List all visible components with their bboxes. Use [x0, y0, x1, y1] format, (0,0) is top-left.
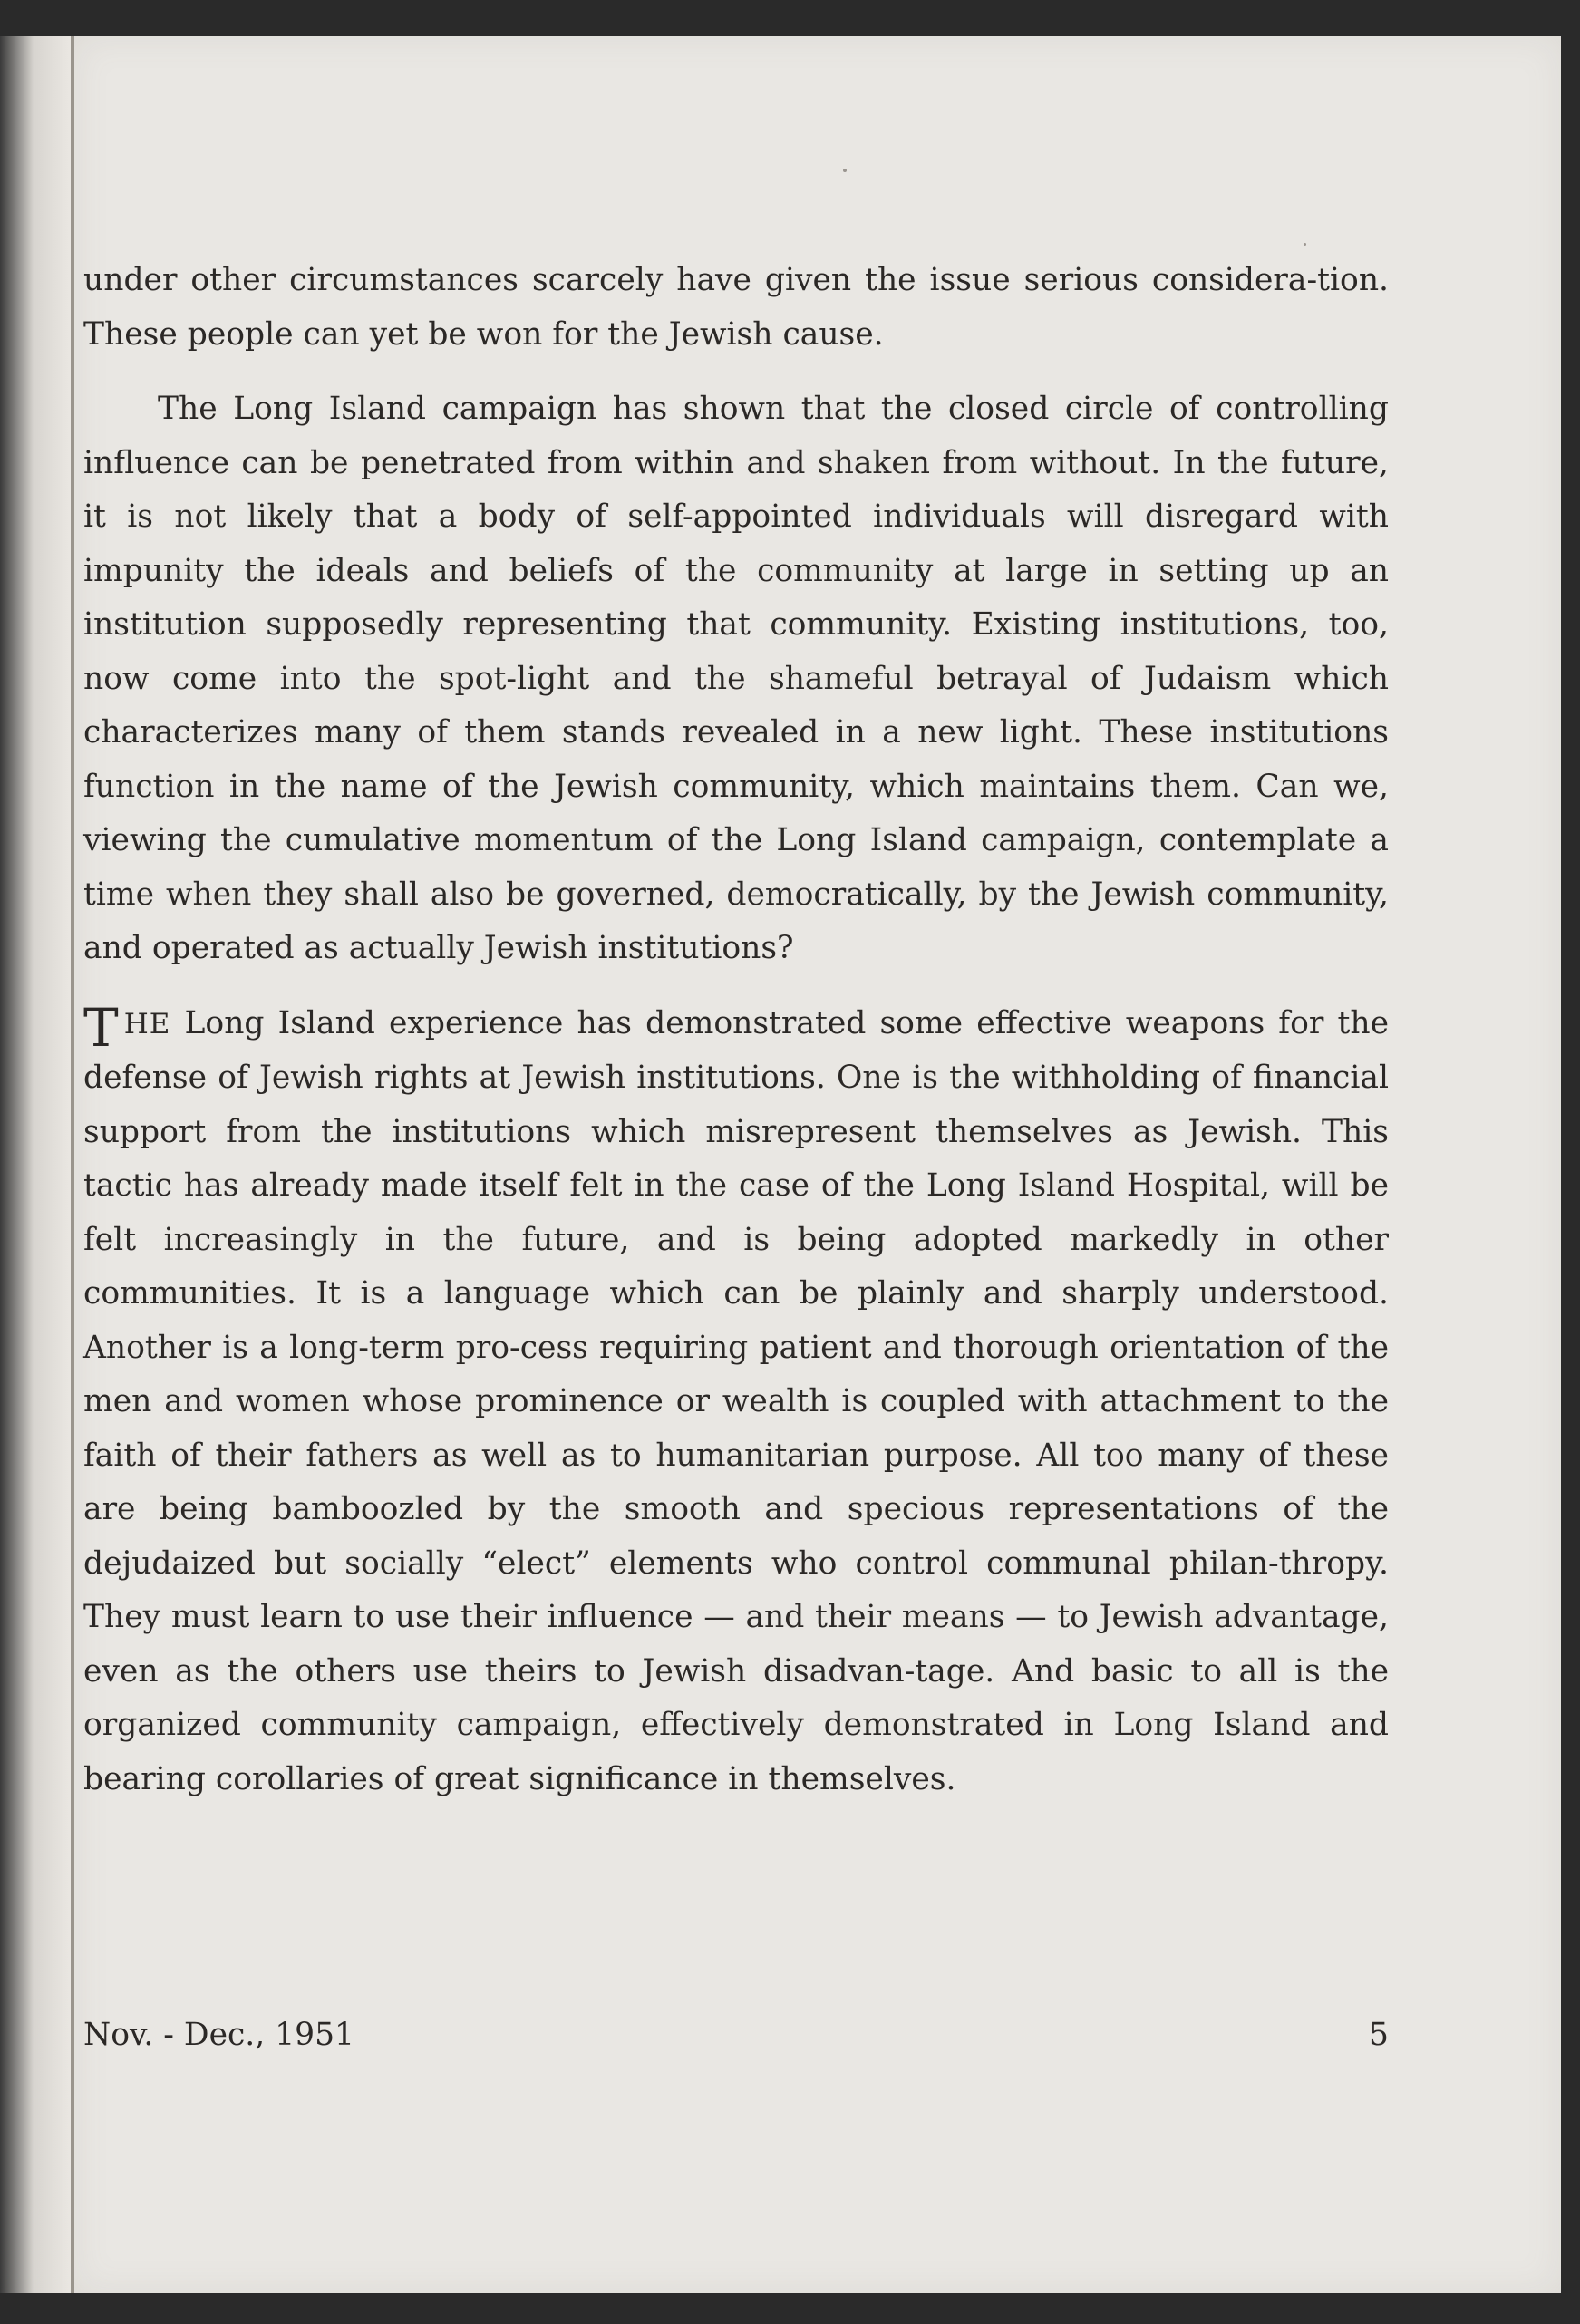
paragraph-body: Long Island experience has demonstrated some effective weapons for the defense of Jewish rights at Jewish institutions. One is the withholding of financial support from the institutions which misrepresent themselves as Jewish. This tactic has already made itself felt in the case of the Long Island Hospital, will be felt increasingly in the future, and is being adopted markedly in other communities. It is a language which can be plainly and sharply understood. Another is a long-term pro-cess requiring patient and thorough orientation of the men and women whose prominence or wealth is coupled with attachment to the faith of their fathers as well as to humanitarian purpose. All too many of these are being bamboozled by the smooth and specious representations of the dejudaized but socially “elect” elements who control communal philan-thropy. They must learn to use their influence — and their means — to Jewish advantage, even as the others use theirs to Jewish disadvan-tage. And basic to all is the organized community campaign, effectively demonstrated in Long Island and bearing corollaries of great significance in themselves.	[83, 1004, 1389, 1797]
binding-spine	[0, 36, 74, 2293]
paragraph-opening-caps: HE	[123, 1007, 171, 1041]
paragraph-continuation: under other circumstances scarcely have given the issue serious considera-tion. These people can yet be won for the Jewish cause.	[83, 262, 1389, 353]
paragraph-long-island-campaign: The Long Island campaign has shown that the closed circle of controlling influence can be penetrated from within and shaken from without. In the future, it is not likely that a body of self-appointed individuals will disregard with impunity the ideals and beliefs of the community at large in setting up an institution supposedly representing that community. Existing institutions, too, now come into the spot-light and the shameful betrayal of Judaism which characterizes many of them stands revealed in a new light. These institutions function in the name of the Jewish community, which maintains them. Can we, viewing the cumulative momentum of the Long Island campaign, contemplate a time when they shall also be governed, democratically, by the Jewish community, and operated as actually Jewish institutions?	[83, 391, 1389, 966]
page-number: 5	[1369, 2017, 1389, 2053]
page-footer	[83, 2017, 1389, 2053]
drop-cap: T	[83, 996, 119, 1059]
paper-speck	[1304, 243, 1306, 246]
paragraph-effective-weapons	[83, 997, 1389, 1807]
issue-date: Nov. - Dec., 1951	[83, 2017, 355, 2053]
body-text	[83, 254, 1389, 1806]
paper-speck	[843, 169, 847, 172]
